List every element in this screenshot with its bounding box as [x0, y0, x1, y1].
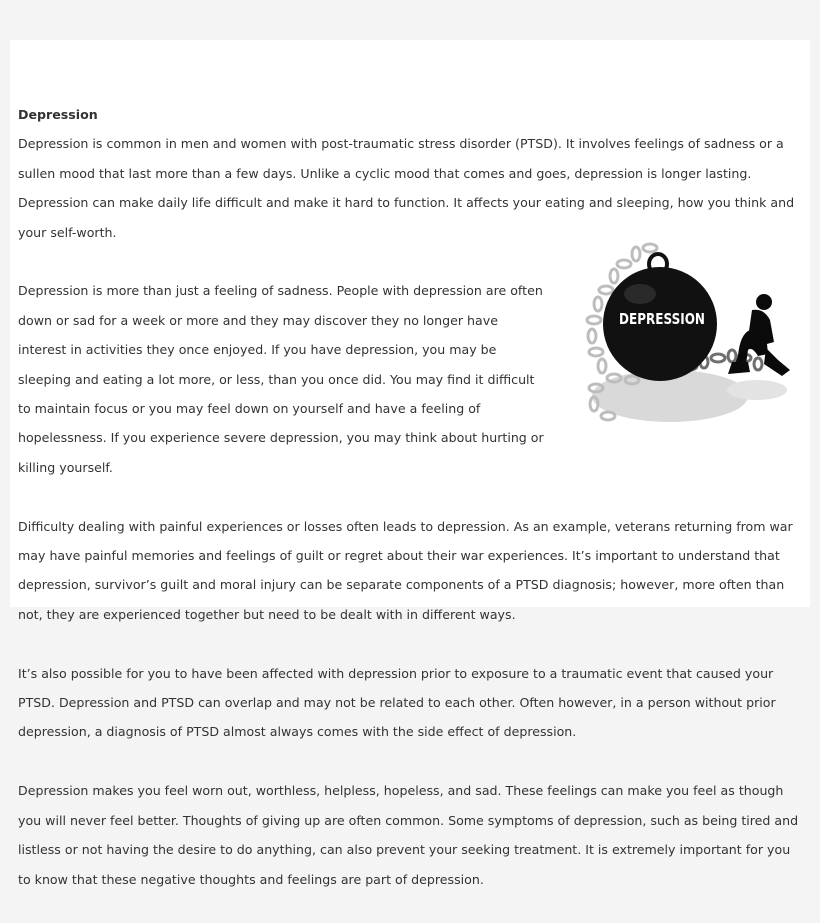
sitting-person-icon [728, 294, 790, 376]
article-paragraph-2: Depression is more than just a feeling of sadness. People with depression are often down or sad for a week or more and they may discover they no longer have interest in activities they once enjoyed. If you have depression, you may be sleeping and eating a lot more, or less, than you once did. You may find it difficult to maintain focus or you may feel down on yourself and have a feeling of hopelessness. If you experience severe depression, you may think about hurting or killing yourself. [18, 283, 544, 475]
ball-and-chain-icon [582, 238, 798, 434]
article-paragraph-1: Depression is common in men and women with post-traumatic stress disorder (PTSD). It involves feelings of sadness or a sullen mood that last more than a few days. Unlike a cyclic mood that comes and goes, depression is longer lasting. Depression can make daily life difficult and make it hard to function. It affects your eating and sleeping, how you think and your self-worth. [18, 136, 795, 240]
article [18, 100, 804, 923]
article-paragraph-4: It’s also possible for you to have been affected with depression prior to exposure to a traumatic event that caused your PTSD. Depression and PTSD can overlap and may not be related to each other. Often however, in a person without prior depression, a diagnosis of PTSD almost always comes with the side effect of depression. [18, 665, 776, 740]
depression-illustration [582, 238, 798, 434]
figure-shadow [727, 380, 787, 400]
article-paragraph-5: Depression makes you feel worn out, worthless, helpless, hopeless, and sad. These feelings can make you feel as though you will never feel better. Thoughts of giving up are often common. Some symptoms of depression, such as being tired and listless or not having the desire to do anything, can also prevent your seeking treatment. It is extremely important for you to know that these negative thoughts and feelings are part of depression. [18, 783, 799, 887]
ball-label: DEPRESSION [619, 310, 705, 328]
article-paragraph-3: Difficulty dealing with painful experiences or losses often leads to depression. As an example, veterans returning from war may have painful memories and feelings of guilt or regret about their war experiences. It’s important to understand that depression, survivor’s guilt and moral injury can be separate components of a PTSD diagnosis; however, more often than not, they are experienced together but need to be dealt with in different ways. [18, 518, 793, 622]
ball-highlight [624, 284, 656, 304]
article-heading: Depression [18, 107, 98, 122]
